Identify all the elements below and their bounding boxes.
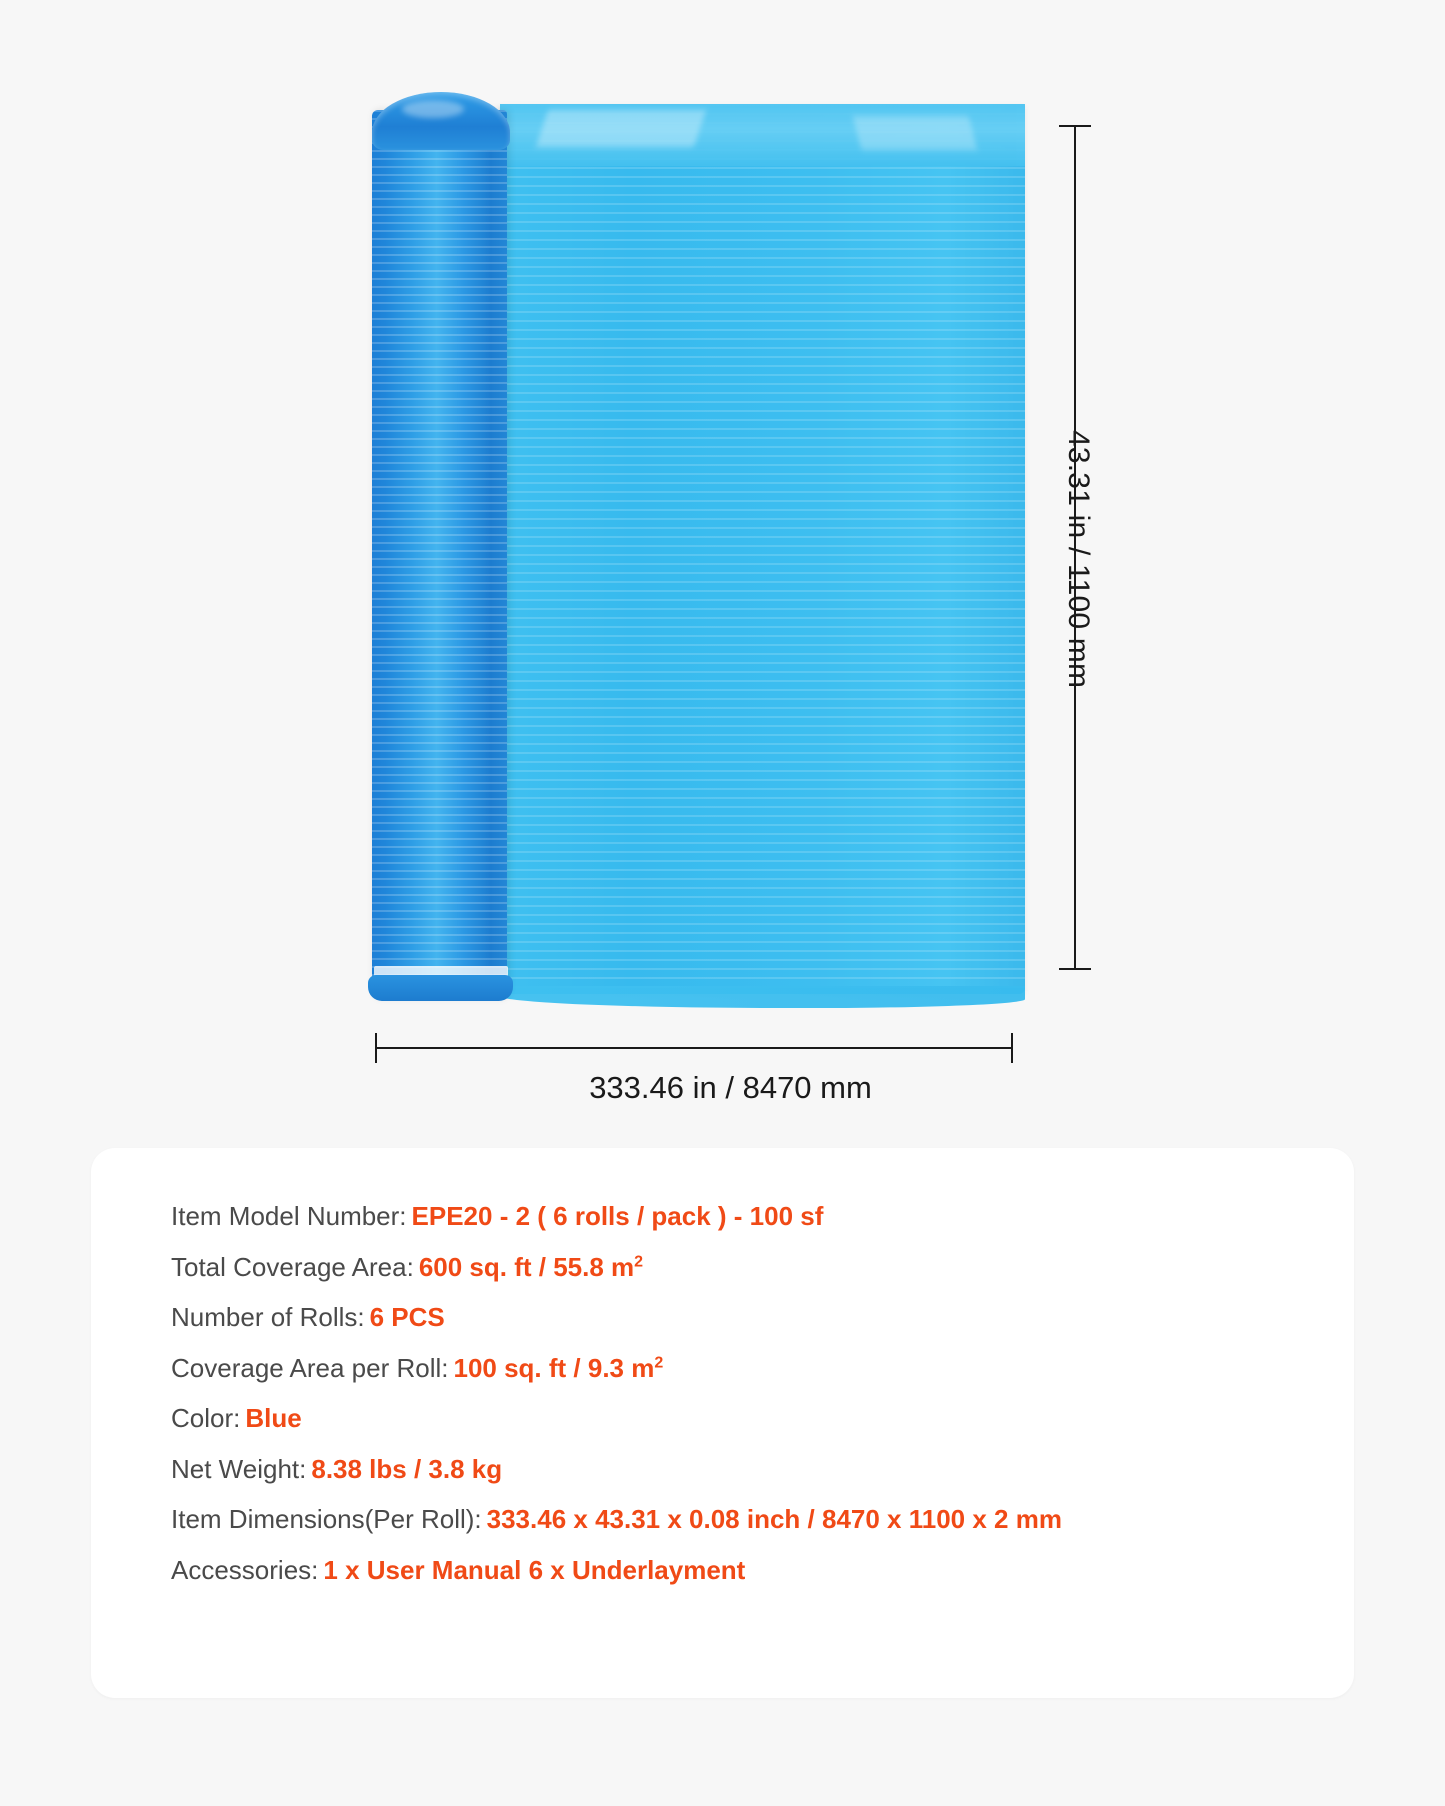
width-dimension-label (0, 1070, 1445, 1106)
foam-sheet-unrolled (500, 104, 1025, 994)
spec-label: Color: (171, 1403, 241, 1433)
spec-label: Net Weight: (171, 1453, 307, 1484)
spec-value (453, 1353, 663, 1383)
height-dimension-cap-bottom (1059, 968, 1091, 970)
foam-roll-top-end (372, 92, 510, 150)
spec-row (171, 1200, 1314, 1233)
spec-label: Coverage Area per Roll: (171, 1352, 449, 1383)
foam-roll-bottom-end (368, 975, 513, 1001)
spec-value: 1 x User Manual 6 x Underlayment (323, 1554, 746, 1585)
specification-list (171, 1200, 1314, 1604)
spec-value-superscript: 2 (634, 1252, 644, 1270)
spec-row (171, 1352, 1314, 1385)
foam-roll-body (372, 110, 507, 998)
spec-row (171, 1453, 1314, 1486)
width-dimension-text: 333.46 in / 8470 mm (589, 1070, 872, 1105)
spec-value-superscript: 2 (654, 1353, 664, 1371)
spec-value (419, 1252, 643, 1282)
width-dimension-cap-right (1011, 1033, 1013, 1063)
specification-card (91, 1148, 1354, 1698)
spec-value: 333.46 x 43.31 x 0.08 inch / 8470 x 1100 x 2 mm (486, 1504, 1062, 1534)
spec-label: Item Model Number: (171, 1201, 407, 1231)
spec-row (171, 1301, 1314, 1334)
spec-value: Blue (245, 1403, 302, 1433)
spec-value: 8.38 lbs / 3.8 kg (311, 1453, 503, 1484)
spec-value-text: 600 sq. ft / 55.8 m (418, 1251, 635, 1282)
height-dimension-label: 43.31 in / 1100 mm (1062, 430, 1095, 689)
spec-label: Accessories: (171, 1554, 319, 1585)
spec-label: Total Coverage Area: (171, 1251, 414, 1282)
width-dimension-line (375, 1047, 1013, 1049)
spec-label: Item Dimensions(Per Roll): (171, 1504, 482, 1534)
foam-sheet-top-film (500, 104, 1025, 166)
spec-row (171, 1503, 1314, 1536)
spec-value-text: 100 sq. ft / 9.3 m (453, 1352, 655, 1383)
spec-value: EPE20 - 2 ( 6 rolls / pack ) - 100 sf (411, 1201, 824, 1231)
spec-row (171, 1554, 1314, 1587)
spec-row (171, 1402, 1314, 1435)
spec-value: 6 PCS (369, 1302, 445, 1332)
spec-label: Number of Rolls: (171, 1302, 365, 1332)
spec-row (171, 1251, 1314, 1284)
